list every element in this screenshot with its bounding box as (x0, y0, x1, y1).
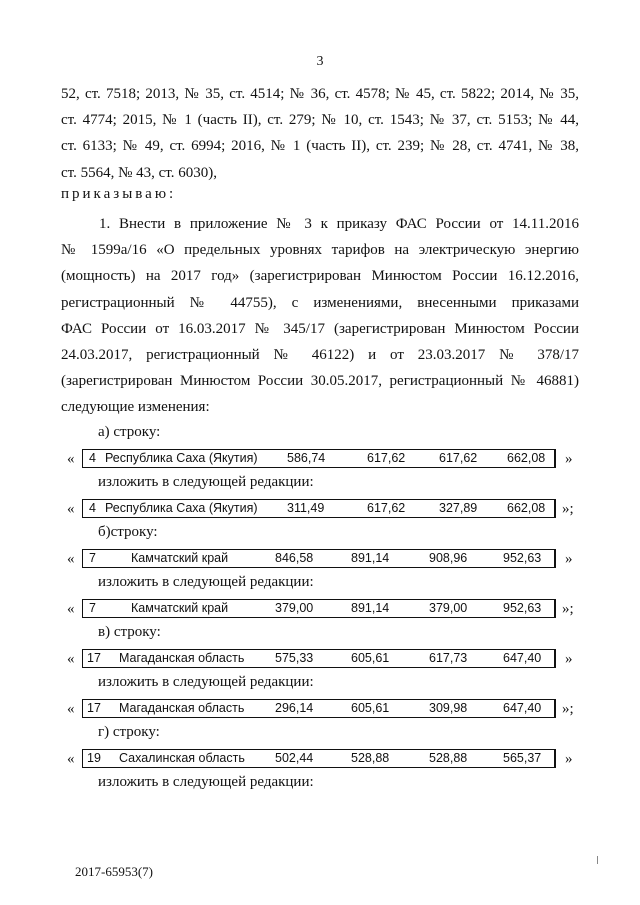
row-value-2: 617,62 (367, 501, 406, 515)
row-region: Сахалинская область (119, 751, 245, 765)
row-number: 17 (87, 651, 101, 665)
row-value-4: 647,40 (503, 701, 542, 715)
row-value-3: 379,00 (429, 601, 468, 615)
table-row (82, 599, 556, 618)
quote-open: « (67, 501, 75, 517)
row-value-1: 311,49 (287, 501, 325, 515)
table-row (82, 499, 556, 518)
row-region: Камчатский край (131, 601, 229, 615)
scan-mark (597, 856, 598, 864)
quote-close-semicolon: »; (562, 501, 574, 517)
item-1-line: ФАС России от 16.03.2017 № 345/17 (зарегистрирован Минюстом России (61, 320, 579, 337)
order-word: приказываю: (61, 186, 177, 202)
row-value-1: 846,58 (275, 551, 314, 565)
row-region: Магаданская область (119, 701, 245, 715)
row-value-1: 502,44 (275, 751, 314, 765)
item-1-line: (мощность) на 2017 год» (зарегистрирован Минюстом России 16.12.2016, (61, 268, 579, 285)
row-value-1: 575,33 (275, 651, 314, 665)
row-number: 17 (87, 701, 101, 715)
item-1-paragraph (61, 211, 579, 421)
quote-close: » (565, 451, 573, 467)
quote-close: » (565, 551, 573, 567)
quote-open: « (67, 551, 75, 567)
table-row (82, 449, 556, 468)
replace-instruction: изложить в следующей редакции: (98, 474, 314, 490)
change-label-b: б)строку: (98, 524, 158, 540)
preamble-line: 52, ст. 7518; 2013, № 35, ст. 4514; № 36, ст. 4578; № 45, ст. 5822; 2014, № 35, (61, 86, 579, 102)
quote-open: « (67, 751, 75, 767)
quote-open: « (67, 701, 75, 717)
row-value-2: 605,61 (351, 651, 390, 665)
row-value-2: 605,61 (351, 701, 390, 715)
change-label-d: г) строку: (98, 724, 160, 740)
change-label-a: а) строку: (98, 424, 161, 440)
row-value-3: 528,88 (429, 751, 468, 765)
item-1-line: № 1599а/16 «О предельных уровнях тарифов на электрическую энергию (61, 242, 579, 259)
change-label-c: в) строку: (98, 624, 161, 640)
row-value-4: 662,08 (507, 501, 546, 515)
page-number: 3 (316, 54, 324, 69)
row-value-3: 327,89 (439, 501, 478, 515)
row-region: Республика Саха (Якутия) (105, 501, 258, 515)
row-value-1: 586,74 (287, 451, 326, 465)
replace-instruction: изложить в следующей редакции: (98, 574, 314, 590)
table-row (82, 649, 556, 668)
row-region: Магаданская область (119, 651, 245, 665)
row-value-3: 309,98 (429, 701, 468, 715)
item-1-line: 1. Внести в приложение № 3 к приказу ФАС России от 14.11.2016 (99, 216, 579, 232)
row-number: 19 (87, 751, 101, 765)
row-value-4: 952,63 (503, 601, 542, 615)
row-value-3: 908,96 (429, 551, 468, 565)
row-value-4: 662,08 (507, 451, 546, 465)
row-number: 7 (89, 601, 96, 615)
replace-instruction: изложить в следующей редакции: (98, 774, 314, 790)
row-value-1: 379,00 (275, 601, 314, 615)
row-value-1: 296,14 (275, 701, 314, 715)
row-value-4: 647,40 (503, 651, 542, 665)
row-value-2: 528,88 (351, 751, 390, 765)
item-1-line: 24.03.2017, регистрационный № 46122) и от 23.03.2017 № 378/17 (61, 346, 579, 363)
replace-instruction: изложить в следующей редакции: (98, 674, 314, 690)
document-code: 2017-65953(7) (75, 864, 153, 879)
quote-open: « (67, 451, 75, 467)
preamble-line: ст. 5564, № 43, ст. 6030), (61, 164, 217, 181)
preamble-paragraph (61, 81, 579, 186)
quote-open: « (67, 601, 75, 617)
row-value-4: 565,37 (503, 751, 542, 765)
quote-close-semicolon: »; (562, 601, 574, 617)
quote-open: « (67, 651, 75, 667)
row-value-3: 617,73 (429, 651, 468, 665)
row-number: 7 (89, 551, 96, 565)
item-1-line: (зарегистрирован Минюстом России 30.05.2017, регистрационный № 46881) (61, 373, 579, 390)
preamble-line: ст. 4774; 2015, № 1 (часть II), ст. 279; № 10, ст. 1543; № 37, ст. 5153; № 44, (61, 112, 579, 129)
row-number: 4 (89, 501, 96, 515)
row-value-2: 891,14 (351, 601, 390, 615)
row-value-3: 617,62 (439, 451, 478, 465)
row-region: Республика Саха (Якутия) (105, 451, 258, 465)
table-row (82, 549, 556, 568)
row-value-4: 952,63 (503, 551, 542, 565)
row-value-2: 891,14 (351, 551, 390, 565)
item-1-line: следующие изменения: (61, 399, 210, 416)
table-row (82, 699, 556, 718)
table-row (82, 749, 556, 768)
row-region: Камчатский край (131, 551, 229, 565)
quote-close: » (565, 651, 573, 667)
preamble-line: ст. 6133; № 49, ст. 6994; 2016, № 1 (часть II), ст. 239; № 28, ст. 4741, № 38, (61, 138, 579, 155)
quote-close: » (565, 751, 573, 767)
row-number: 4 (89, 451, 96, 465)
quote-close-semicolon: »; (562, 701, 574, 717)
item-1-line: регистрационный № 44755), с изменениями, внесенными приказами (61, 294, 579, 311)
row-value-2: 617,62 (367, 451, 406, 465)
